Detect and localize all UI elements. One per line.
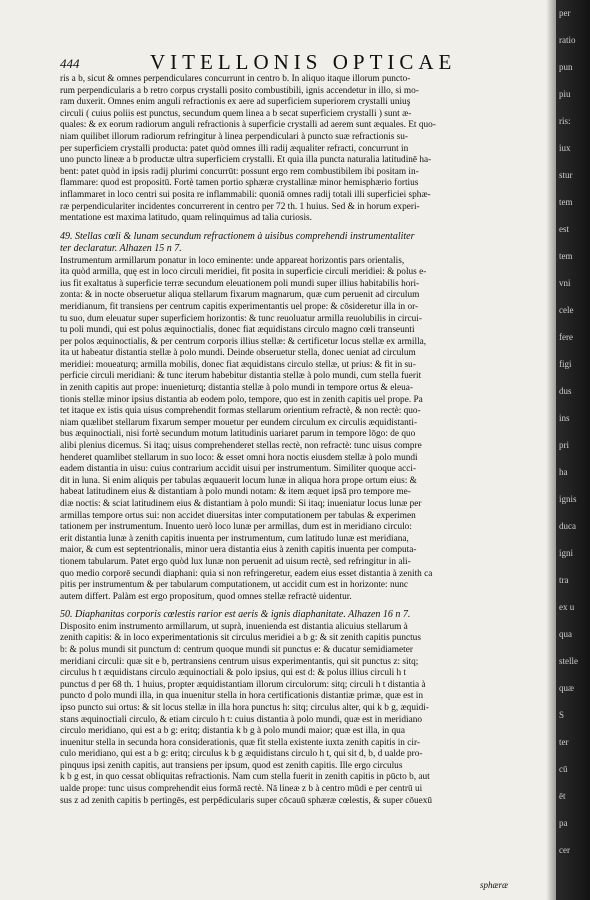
running-title: VITELLONIS OPTICAE [150, 50, 457, 74]
text-line: rum perpendicularis a b retro corpus crystalli posito combustibili, ignis accendetur in illo, si mo- [60, 85, 419, 96]
margin-fragment: ris: [559, 116, 571, 126]
paragraph-1 [60, 74, 546, 225]
text-line: ius fit exaltatus à superficie terræ secundum eleuationem poli mundi super illius habitabilis hori- [60, 278, 420, 289]
margin-fragment: S [559, 710, 565, 720]
text-line: sus z ad zenith capitis b pertingēs, est perpēdicularis super cōcauū sphæræ cœlestis, & super cōuexū [60, 795, 433, 806]
margin-fragment: ex u [559, 602, 575, 612]
body-text [60, 74, 546, 807]
text-line: ita quòd armilla, quę est in loco circuli meridiei, fit posita in superficie circuli meridiei: & polus e- [60, 267, 427, 278]
text-line: per polos æquinoctialis, & per centrum corporis illius stellæ: & certificetur locus stellæ ex armilla, [60, 336, 427, 347]
text-line: diæ noctis: & sciat latitudinem eius & distantiam à polo mundi: Si itaq; inueniatur locus lunæ per [60, 499, 422, 509]
catchword: sphæræ [480, 880, 509, 890]
margin-fragment: tra [559, 575, 569, 585]
proposition-line: 49. Stellas cœli & lunam secundum refractionem à uisibus comprehendi instrumentaliter [60, 230, 415, 242]
page-header [60, 50, 556, 76]
text-line: k b g est, in quo cessat obliquitas refractionis. Nam cum stella fuerit in zenith capitis in pūcto b, aut [60, 772, 430, 783]
text-line: tu poli mundi, qui est polus æquinoctialis, donec fiat æquidistans circulo magno cœli transeunti [60, 325, 415, 336]
text-line: bent: patet quòd in ipsis radij plurimi concurrūt: possunt ergo rem combustibilem ibi positam in- [60, 166, 419, 177]
paragraph-3 [60, 622, 546, 808]
text-line: perficie circuli meridiani: & tunc iterum habebitur distantia stellæ à polo mundi, cum stella fuerit [60, 371, 422, 382]
text-line: tionem tabularum. Patet ergo quòd lux lunæ non peruenit ad uisum rectè, sed refringitur in ali- [60, 556, 411, 567]
text-line: circulus h t æquidistans circulo æquinoctiali & polo ipsius, qui est d: & polus illius circuli h t [60, 668, 407, 679]
text-line: zonta: & in nocte obseruetur aliqua stellarum fixarum magnarum, quæ cum peruenit ad circulum [60, 290, 420, 301]
text-line: quales: & ex eorum radiorum anguli refractionis à superficie crystalli ad aerem sunt æquales. Et quo- [60, 120, 436, 131]
text-line: meridianum, fit transiens per centrum capitis experimentantis uel prope: & cōsideretur illa in or- [60, 301, 419, 312]
margin-fragment: stur [559, 170, 573, 180]
text-line: uno puncto lineæ a b productæ ultra superficiem crystalli. Et quia illa puncta naturalia latitudinē ha- [60, 155, 432, 166]
text-line: autem differt. Palàm est ergo propositum, quod omnes stellæ refractè uidentur. [60, 591, 352, 602]
margin-fragment: ha [559, 467, 568, 477]
margin-fragment: ratio [559, 35, 576, 45]
text-line: tionis stellæ minor ipsius distantia ab eodem polo, tempore, quo est in zenith capitis uel prope. Pa [60, 394, 423, 405]
margin-fragment: pun [559, 62, 573, 72]
text-line: erit distantia lunæ à zenith capitis inuenta per instrumentum, cum latitudo lunæ est meridiana, [60, 533, 409, 544]
text-line: ualde prope: tunc uisus comprehendit eius formā rectè. Nā lineæ z b à centro mūdi e per centrū ui [60, 784, 423, 795]
text-line: Instrumentum armillarum ponatur in loco eminente: unde appareat horizontis pars orientalis, [60, 255, 405, 266]
margin-fragment: igni [559, 548, 574, 558]
text-line: b: & polus mundi sit punctum d: centrum quoque mundi sit punctus e: & ducatur semidiameter [60, 644, 413, 655]
proposition-line: 50. Diaphanitas corporis cœlestis rarior est aeris & ignis diaphanitate. Alhazen 16 n 7. [60, 609, 411, 621]
text-line: culo meridiano, qui est a b g: eritq; circulus k b g æquidistans circulo h t, qui sit d, b, d ualde pro- [60, 749, 423, 760]
text-line: inflammaret in loco centri sui posita re inflammabili: quoniā omnes radij totali illi superficiei sphæ- [60, 189, 431, 200]
margin-fragment: stelle [559, 656, 578, 666]
margin-fragment: qua [559, 629, 572, 639]
margin-fragment: iux [559, 143, 571, 153]
text-line: zenith capitis: & in loco experimentationis sit circulus meridiei a b g: & sit zenith capitis punctus [60, 633, 421, 644]
margin-fragment: tem [559, 197, 573, 207]
text-line: bus æquinoctiali, nisi fortè secundum motum latitudinis uariaret parum in tempore lōgo: de quo [60, 429, 416, 440]
text-line: flammare: quod est propositū. Fortè tamen portio sphæræ crystallinæ minor hemisphærio fortius [60, 178, 419, 189]
margin-fragment: quæ [559, 683, 575, 693]
text-line: armillas tempore ortus sui: non accidet diuersitas inter computationem per tabulas & experimen [60, 510, 416, 521]
text-line: eadem distantia in uisu: cuius contrarium accidit uisui per instrumentum. Similiter quoque acci- [60, 464, 417, 475]
margin-fragment: est [559, 224, 569, 234]
text-line: Disposito enim instrumento armillarum, ut suprà, inuenienda est distantia alicuius stellarum à [60, 621, 408, 632]
margin-fragment: ins [559, 413, 570, 423]
text-line: habeat latitudinem eius & distantiam à polo mundi notam: & item æquet ipsā pro tempore me- [60, 487, 411, 498]
text-line: quo medio corporē secundi diaphani: quia si non refringeretur, eadem eius esset distantia à zenith ca [60, 568, 433, 579]
proposition-line: ter declaratur. Alhazen 15 n 7. [60, 243, 182, 255]
text-line: tet itaque ex istis quia uisus comprehendit formas stellarum orientium refractè, & non rectè: quo- [60, 406, 421, 417]
text-line: henderet quamlibet stellarum in suo loco: & esset omni hora noctis eiusdem stellæ à polo mundi [60, 452, 418, 463]
margin-fragment: per [559, 8, 571, 18]
text-line: stans æquinoctiali circulo, & etiam circulo h t: cuius distantia à polo mundi, quæ est in meridiano [60, 714, 422, 725]
margin-fragment: cer [559, 845, 570, 855]
text-line: ræ perpendiculariter incidentes concurrerent in centro per 72 th. 1 huius. Sed & in horum experi- [60, 201, 420, 212]
text-line: ipso puncto sui ortus: & sit locus stellæ in illa hora punctus h: sitq; circulus alter, qui k b g, æquidi- [60, 702, 429, 713]
text-line: alibi plenius dicemus. Si itaq; uisus comprehenderet stellas rectè, non refractè: tunc uisus compre [60, 441, 422, 452]
text-line: dit in luna. Si enim aliquis per tabulas æquauerit locum lunæ in aliqua hora prope ortum eius: & [60, 475, 417, 486]
text-line: puncto d polo mundi illa, in qua inuenitur stella in hora certificationis distantiæ primæ, quæ est in [60, 691, 424, 702]
margin-fragment: fere [559, 332, 573, 342]
facing-page-margin-fragments [556, 0, 590, 900]
text-line: niam quilibet illorum radiorum refringitur à linea perpendiculari à puncto suæ refractionis su- [60, 131, 409, 142]
margin-fragment: ignis [559, 494, 577, 504]
text-line: inuenitur stella in secunda hora considerationis, quæ fit stella existente iuxta zenith capitis in cir- [60, 737, 420, 748]
text-line: tu suo, dum eleuatur super superficiem horizontis: & tunc reuoluatur armilla reuolubilis in circui- [60, 313, 422, 324]
margin-fragment: piu [559, 89, 571, 99]
text-line: punctus d per 68 th. 1 huius, propter æquidistantiam illorum circulorum: sitq; circuli h t distantia à [60, 679, 426, 690]
text-line: pitis per instrumentum & per tabularum computationem, ut accidit cum est in horizonte: nunc [60, 580, 409, 591]
margin-fragment: ēt [559, 791, 566, 801]
margin-fragment: pa [559, 818, 568, 828]
text-line: ita ut habeatur distantia stellæ à polo mundi. Deinde obseruetur stella, donec ueniat ad circulum [60, 348, 416, 359]
text-line: tationem per instrumentum. Inuento uerò loco lunæ per armillas, dum est in meridiano circulo: [60, 522, 412, 533]
proposition-50-heading [60, 609, 546, 621]
margin-fragment: figi [559, 359, 572, 369]
text-line: per superficiem crystalli producta: patet quòd omnes illi radij æqualiter refracti, concurrunt in [60, 143, 409, 154]
margin-fragment: vni [559, 278, 571, 288]
margin-fragment: tem [559, 251, 573, 261]
margin-fragment: pri [559, 440, 569, 450]
margin-fragment: dus [559, 386, 572, 396]
text-line: circulo meridiano, qui est a b g: eritq; distantia k b g à polo mundi maior; quæ est illa, in qua [60, 726, 405, 737]
margin-fragment: cele [559, 305, 574, 315]
page-number: 444 [60, 56, 80, 71]
margin-fragment: duca [559, 521, 576, 531]
text-line: meridiei: moueaturq; armilla mobilis, donec fiat æquidistans circulo stellæ, ut prius: & fit in su- [60, 359, 416, 370]
text-line: meridiani circuli: quæ sit e b, pertransiens centrum uisus experimentantis, qui sit punctus z: sitq; [60, 656, 419, 667]
text-line: maior, & cum est septentrionalis, minor uera distantia eius à zenith capitis inuenta per computa- [60, 545, 417, 556]
text-line: ram duxerit. Omnes enim anguli refractionis ex aere ad superficiem superiorem crystalli uniuş [60, 97, 411, 108]
text-line: niam quælibet stellarum fixarum semper mouetur per eundem circulum ex circulis æquidistanti- [60, 417, 418, 428]
text-line: pinquus ipsi zenith capitis, aut transiens per ipsum, quod est zenith capitis. Ille ergo circulus [60, 760, 403, 771]
margin-fragment: ter [559, 737, 569, 747]
text-line: in zenith capitis aut prope: inuenieturq; distantia stellæ à polo mundi in tempore ortus & eleua- [60, 383, 413, 394]
text-line: ris a b, sicut & omnes perpendiculares concurrunt in centro b. In aliquo itaque illorum puncto- [60, 74, 411, 84]
text-line: circuli ( cuius poliis est punctus, secundum quem linea a b secat superficiem crystalli ) sunt æ- [60, 108, 412, 119]
text-line: mentatione est maxima latitudo, quam relinquimus ad talia curiosis. [60, 213, 312, 224]
page-edge-shadow [546, 0, 556, 900]
paragraph-2 [60, 256, 546, 604]
proposition-49-heading [60, 231, 546, 256]
margin-fragment: cū [559, 764, 568, 774]
